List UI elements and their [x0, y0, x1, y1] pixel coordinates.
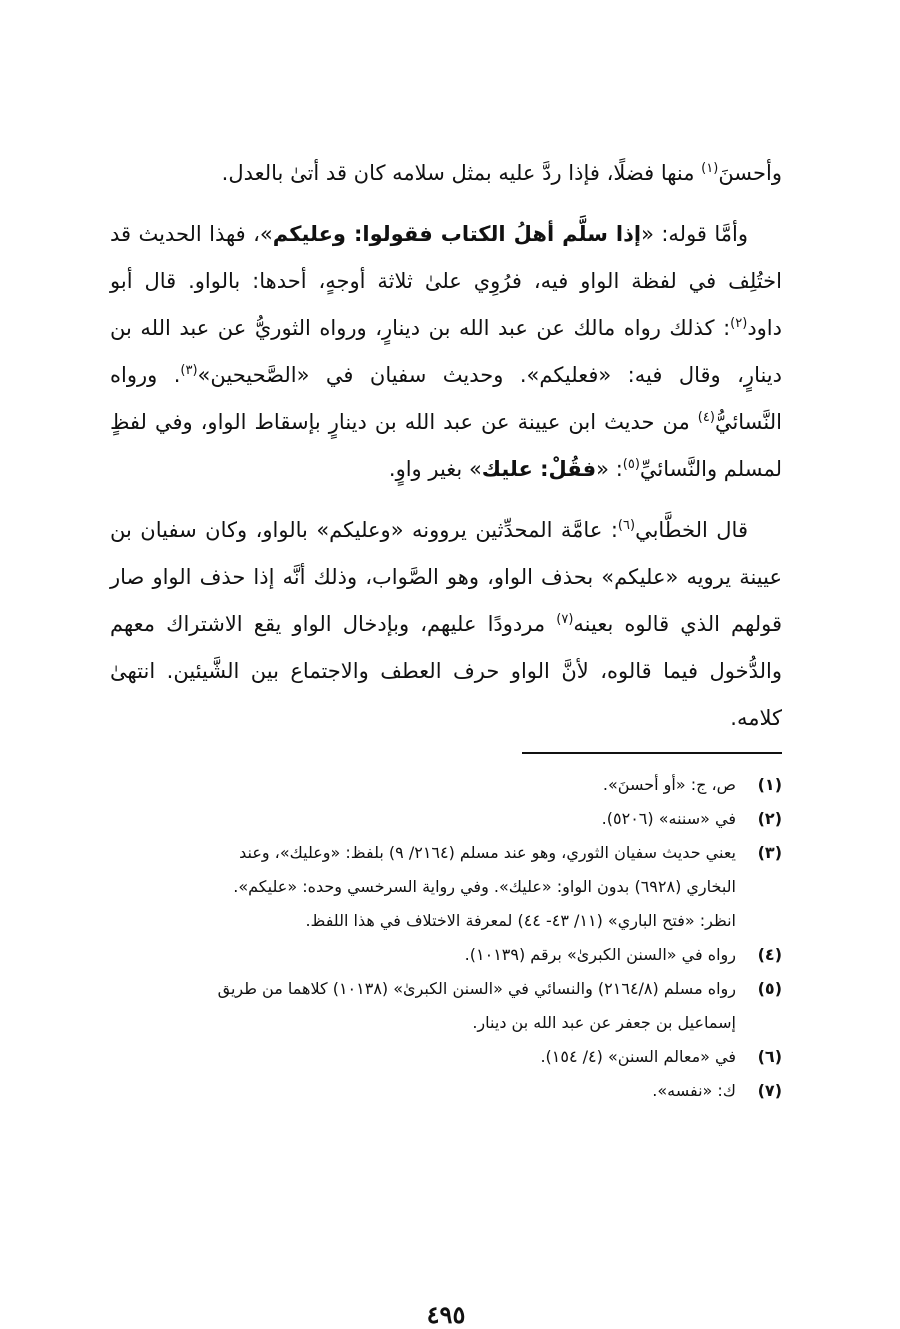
footnote-ref-2[interactable]: (٢) — [730, 316, 748, 331]
footnote-ref-5[interactable]: (٥) — [622, 457, 640, 472]
footnote-line: رواه في «السنن الكبرىٰ» برقم (١٠١٣٩). — [464, 945, 736, 964]
footnote-line: ص، ج: «أو أحسنَ». — [602, 775, 736, 794]
footnote-text — [110, 836, 736, 938]
footnote-ref-1[interactable]: (١) — [701, 161, 719, 176]
footnote-line: رواه مسلم (٢١٦٤/٨) والنسائي في «السنن الكبرىٰ» (١٠١٣٨) كلاهما من طريق — [217, 979, 736, 998]
footnote-line: في «سننه» (٥٢٠٦). — [601, 809, 736, 828]
footnote-separator — [522, 752, 782, 754]
footnote-6 — [110, 1040, 782, 1074]
footnote-text — [110, 1074, 736, 1108]
footnote-text — [110, 768, 736, 802]
text-run: »، فهذا الحديث قد اختُلِف في لفظة الواو فيه، فرُوِي علىٰ ثلاثة أوجهٍ، أحدها: بالواو. قال أبو داود — [110, 222, 782, 340]
footnote-ref-4[interactable]: (٤) — [697, 410, 715, 425]
footnote-5 — [110, 972, 782, 1040]
footnote-7 — [110, 1074, 782, 1108]
text-run: . ورواه النَّسائيُّ — [110, 363, 782, 434]
paragraph-3 — [110, 507, 782, 742]
hadith-quote: فقُلْ: عليك — [481, 457, 597, 481]
text-run: من حديث ابن عيينة عن عبد الله بن دينارٍ بإسقاط الواو، وفي لفظٍ لمسلم والنَّسائيِّ — [110, 410, 782, 481]
footnote-number: (١) — [757, 775, 782, 794]
footnote-number: (٣) — [757, 843, 782, 862]
footnote-4 — [110, 938, 782, 972]
footnote-line: انظر: «فتح الباري» (١١/ ٤٣- ٤٤) لمعرفة الاختلاف في هذا اللفظ. — [305, 911, 736, 930]
footnote-ref-7[interactable]: (٧) — [556, 612, 574, 627]
paragraph-1 — [110, 150, 782, 197]
footnotes — [110, 768, 782, 1108]
footnote-number: (٤) — [757, 945, 782, 964]
footnote-line: ك: «نفسه». — [652, 1081, 736, 1100]
footnote-line: البخاري (٦٩٢٨) بدون الواو: «عليك». وفي رواية السرخسي وحده: «عليكم». — [233, 877, 736, 896]
text-run: قال الخطَّابي — [635, 518, 748, 542]
text-run: مردودًا عليهم، وبإدخال الواو يقع الاشتراك معهم والدُّخول فيما قالوه، لأنَّ الواو حرف العطف والاجتماع بين الشَّيئين. انتهىٰ كلامه. — [110, 612, 782, 730]
hadith-quote: إذا سلَّم أهلُ الكتاب فقولوا: وعليكم — [272, 222, 642, 246]
text-run: وأحسنَ — [718, 161, 782, 185]
footnote-text — [110, 1040, 736, 1074]
footnote-ref-3[interactable]: (٣) — [180, 363, 198, 378]
footnote-number: (٦) — [757, 1047, 782, 1066]
main-text — [110, 150, 782, 742]
footnote-line: إسماعيل بن جعفر عن عبد الله بن دينار. — [472, 1013, 736, 1032]
footnote-number: (٢) — [757, 809, 782, 828]
text-run: » بغير واوٍ. — [388, 457, 482, 481]
text-run: : كذلك رواه مالك عن عبد الله بن دينارٍ، ورواه الثوريُّ عن عبد الله بن دينارٍ، وقال فيه: «فعليكم». وحديث سفيان في «الصَّحيحين» — [110, 316, 782, 387]
footnote-text — [110, 802, 736, 836]
page — [110, 150, 783, 1329]
text-run: منها فضلًا، فإذا ردَّ عليه بمثل سلامه كان قد أتىٰ بالعدل. — [221, 161, 702, 185]
footnote-3 — [110, 836, 782, 938]
footnote-2 — [110, 802, 782, 836]
footnote-number: (٥) — [757, 979, 782, 998]
footnote-number: (٧) — [757, 1081, 782, 1100]
footnote-text — [110, 972, 736, 1040]
footnote-ref-6[interactable]: (٦) — [617, 518, 636, 533]
page-number: ٤٩٥ — [426, 1300, 466, 1329]
footnote-1 — [110, 768, 782, 802]
footnote-line: يعني حديث سفيان الثوري، وهو عند مسلم (٢١٦٤/ ٩) بلفظ: «وعليك»، وعند — [239, 843, 736, 862]
footnote-text — [110, 938, 736, 972]
text-run: : عامَّة المحدِّثين يروونه «وعليكم» بالواو، وكان سفيان بن عيينة يرويه «عليكم» بحذف الواو، وهو الصَّواب، وذلك أنَّه إذا حذف الواو صار قولهم الذي قالوه بعينه — [110, 518, 783, 636]
footnote-line: في «معالم السنن» (٤/ ١٥٤). — [540, 1047, 736, 1066]
text-run: وأمَّا قوله: « — [641, 222, 748, 246]
paragraph-2 — [110, 211, 782, 493]
text-run: : « — [596, 457, 623, 481]
